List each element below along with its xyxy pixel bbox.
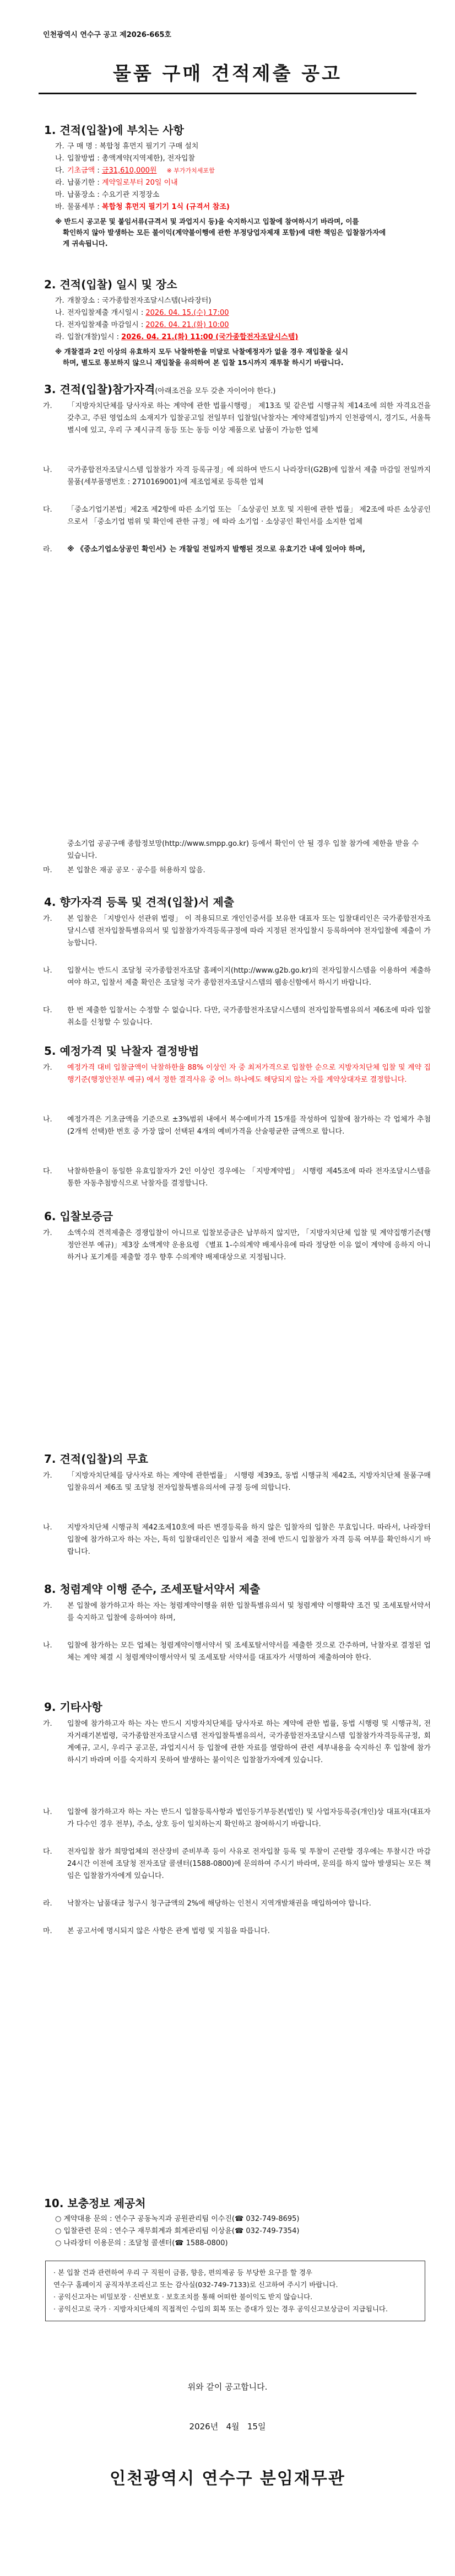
notice-number: 인천광역시 연수구 공고 제2026-665호 — [43, 31, 171, 39]
s1-item: 바. 물품세부 : 복합청 휴먼지 필기기 1식 (규격서 참조) — [55, 203, 230, 211]
s5-para: 가. 예정가격 대비 입찰금액이 낙찰하한율 88% 이상인 자 중 최저가격으로 입찰한 순으로 지방자치단체 입찰 및 계약 집행기준(행정안전부 예규) 에서 정한 결격사유 중 어느 하나에도 해당되지 않는 자를 계약상대자로 결정합니다. — [43, 1064, 431, 1084]
s9-para: 가. 입찰에 참가하고자 하는 자는 반드시 지방자치단체를 당사자로 하는 계약에 관한 법률, 동법 시행령 및 시행규칙, 전자거래기본법령, 국가종합전자조달시스템 전자입찰특별유의서, 국가종합전자조달시스템 입찰참가자격등록규정, 회계예규, 고시, 우리구 공고문, 과업지시서 등 입찰에 관한 자료를 열람하여 관련 세부내용을 숙지하신 후 입찰에 참가하시기 바라며 이를 숙지하지 못하여 발생하는 불이익은 입찰참가자에게 있습니다. — [43, 1720, 431, 1764]
s2-item: 가. 개찰장소 : 국가종합전자조달시스템(나라장터) — [55, 297, 212, 305]
contact-list — [55, 2213, 419, 2250]
section-6-heading: 6. 입찰보증금 — [44, 1210, 113, 1223]
s9-para: 라. 낙찰자는 납품대금 청구시 청구금액의 2%에 해당하는 인천시 지역개발채권을 매입하여야 합니다. — [43, 1899, 371, 1908]
title-divider — [39, 93, 416, 94]
contact-item: ○ 입찰관련 문의 : 연수구 재무회계과 회계관리팀 이상윤(☎ 032-749-7354) — [55, 2227, 300, 2235]
s1-item: 나. 입찰방법 : 총액계약(지역제한), 전자입찰 — [55, 154, 195, 163]
issuing-organization: 인천광역시 연수구 분임재무관 — [110, 2469, 345, 2488]
s2-item: 나. 전자입찰제출 개시일시 : 2026. 04. 15.(수) 17:00 — [55, 309, 229, 317]
s3-para: 라. ※ 《중소기업소상공인 확인서》는 개찰일 전일까지 발행된 것으로 유효기간 내에 있어야 하며, — [43, 545, 365, 554]
section-5-heading: 5. 예정가격 및 낙찰자 결정방법 — [44, 1044, 199, 1058]
s1-item: 가. 구 매 명 : 복합청 휴먼지 필기기 구매 설치 — [55, 142, 199, 151]
s4-para: 나. 입찰서는 반드시 조달청 국가종합전자조달 홈페이지(http://www.g2b.go.kr)의 전자입찰시스템을 이용하여 제출하여야 하고, 입찰서 제출 확인은 조달청 국가 종합전자조달시스템의 웹송신함에서 하시기 바랍니다. — [43, 967, 431, 987]
s8-para: 나. 입찰에 참가하는 모든 업체는 청렴계약이행서약서 및 조세포탈서약서를 제출한 것으로 간주하며, 낙찰자로 결정된 업체는 계약 체결 시 청렴계약이행서약서 및 조세포탈 서약서를 대표자가 서명하여 제출하여야 한다. — [43, 1641, 431, 1662]
contact-item: ○ 계약대용 문의 : 연수구 공동녹지과 공원관리팀 이수진(☎ 032-749-8695) — [55, 2215, 300, 2223]
s1-item: 마. 납품장소 : 수요기관 지정장소 — [55, 191, 160, 199]
section-2-heading: 2. 견적(입찰) 일시 및 장소 — [44, 278, 177, 291]
s7-para: 나. 지방자치단체 시행규칙 제42조제10호에 따른 변경등록을 하지 않은 입찰자의 입찰은 무효입니다. 따라서, 나라장터 입찰에 참가하고자 하는 자는, 특히 입찰대리인은 입찰서 제출 전에 반드시 입찰참가 자격 등록 여부를 확인하시기 바랍니다. — [43, 1523, 431, 1556]
closing-date: 2026년 4월 15일 — [189, 2422, 266, 2432]
section-9-heading: 9. 기타사항 — [44, 1700, 102, 1714]
s7-para: 가. 「지방자치단체를 당사자로 하는 계약에 관한법률」 시행령 제39조, 동법 시행규칙 제42조, 지방자치단체 물품구매입찰유의서 제6조 및 조달청 전자입찰특별유의서에 규정 등에 의합니다. — [43, 1472, 431, 1492]
s2-item: 다. 전자입찰제출 마감일시 : 2026. 04. 21.(화) 10:00 — [55, 321, 229, 329]
section-4-heading: 4. 향가자격 등록 및 견적(입찰)서 제출 — [44, 895, 235, 909]
page-title: 물품 구매 견적제출 공고 — [113, 63, 342, 85]
section-7-heading: 7. 견적(입찰)의 무효 — [44, 1452, 148, 1466]
s9-para: 다. 전자입찰 참가 희망업체의 전산장비 준비부족 등이 사유로 전자입찰 등록 및 투찰이 곤란할 경우에는 투찰시간 마감 24시간 이전에 조달청 전자조달 콜센터(1588-0800)에 문의하여 주시기 바라며, 문의를 하지 않아 발생되는 모든 책임은 입찰참가자에게 있습니다. — [43, 1848, 431, 1880]
s5-para: 나. 예정가격은 기초금액을 기준으로 ±3%범위 내에서 복수예비가격 15개를 작성하여 입찰에 참가하는 각 업체가 추첨(2개씩 선택)한 번호 중 가장 많이 선택된 4개의 예비가격을 산술평균한 금액으로 합니다. — [43, 1115, 431, 1136]
s4-para: 가. 본 입찰은 「지방인사 선관위 법령」 이 적용되므로 개인인증서를 보유한 대표자 또는 입찰대리인은 국가종합전자조달시스템 전자입찰특별유의서 및 입찰참가자격등록규정에 따라 지정된 전자입찰시 등록하여야 전자입찰에 제출이 가능합니다. — [43, 915, 431, 947]
contact-item: ○ 나라장터 이용문의 : 조달청 콜센터(☎ 1588-0800) — [55, 2239, 228, 2247]
s9-para: 나. 입찰에 참가하고자 하는 자는 반드시 입찰등록사항과 법인등기부등본(법인) 및 사업자등록증(개인)상 대표자(대표자가 다수인 경우 전부), 주소, 상호 등이 일치하는지 확인하고 참여하시기 바랍니다. — [43, 1808, 431, 1828]
s2-item: 라. 입찰(개찰)일시 : 2026. 04. 21.(화) 11:00 (국가종합전자조달시스템) — [55, 333, 299, 341]
s3-para: 마. 본 입찰은 재공 공모 · 공수를 허용하지 않음. — [43, 866, 205, 874]
s1-item: 다. 기초금액 : 금31,610,000원 ※ 부가가치세포함 — [55, 167, 215, 175]
section-1-heading: 1. 견적(입찰)에 부치는 사항 — [44, 124, 184, 137]
whistleblower-notice-box: · 본 입찰 건과 관련하여 우리 구 직원이 금품, 향응, 편의제공 등 부당한 요구를 할 경우 연수구 홈페이지 공직자부조리신고 또는 감사실(032-749-7133)로 신고하여 주시기 바랍니다. · 공익신고자는 비밀보장 · 신변보호 · 보호조치를 통해 어떠한 불이익도 받지 않습니다. · 공익신고로 국가 · 지방자치단체의 직접적인 수입의 회복 또는 증대가 있는 경우 공익신고보상금이 지급됩니다. — [45, 2261, 425, 2321]
s1-item: 라. 납품기한 : 계약일로부터 20일 이내 — [55, 179, 178, 187]
section-10-heading: 10. 보충정보 제공처 — [44, 2197, 146, 2210]
s5-para: 다. 낙찰하한율이 동일한 유효입찰자가 2인 이상인 경우에는 「지방계약법」 시행령 제45조에 따라 전자조달시스템을 통한 자동추첨방식으로 낙찰자를 결정합니다. — [43, 1167, 431, 1188]
s3-para: 나. 국가종합전자조달시스템 입찰참가 자격 등록규정」에 의하여 반드시 나라장터(G2B)에 입찰서 제출 마감일 전일까지 물품(세부품명번호 : 2710169001)에 제조업체로 등록한 업체 — [43, 466, 431, 486]
s3-para: 다. 「중소기업기본법」제2조 제2항에 따른 소기업 또는 「소상공인 보호 및 지원에 관한 법률」 제2조에 따른 소상공인으로서 「중소기업 범위 및 확인에 관한 규정」에 따라 소기업 · 소상공인 확인서를 소지한 업체 — [43, 506, 431, 526]
section-8-heading: 8. 청렴계약 이행 준수, 조세포탈서약서 제출 — [44, 1582, 261, 1596]
s6-para: 가. 소액수의 견적제출은 경쟁입찰이 아니므로 입찰보증금은 납부하지 않지만, 「지방자치단체 입찰 및 계약집행기준(행정안전부 예규)」제3장 소액계약 운용요령 《별표 1-수의계약 배제사유에 따라 정당한 이유 없이 계약에 응하지 아니하거나 포기계를 제출할 경우 향후 수의계약 배제대상으로 지정됩니다. — [43, 1229, 431, 1262]
s1-notice: ※ 반드시 공고문 및 붙임서류(규격서 및 과업지시 등)을 숙지하시고 입찰에 참여하시기 바라며, 이를 확인하지 않아 발생하는 모든 불이익(계약불이행에 관한 부정당업자제재 포함)에 대한 책임은 입찰참가자에 게 귀속됩니다. — [55, 217, 386, 248]
closing-text: 위와 같이 공고합니다. — [187, 2382, 268, 2392]
section-3-heading: 3. 견적(입찰)참가자격(아래조건을 모두 갖춘 자이어야 한다.) — [44, 383, 276, 396]
s8-para: 가. 본 입찰에 참가하고자 하는 자는 청렴계약이행을 위한 입찰특별유의서 및 청렴계약 이행확약 조건 및 조세포탈서약서를 숙지하고 입찰에 응하여야 하며, — [43, 1602, 431, 1622]
s2-notice: ※ 개찰결과 2인 이상의 유효하지 모두 낙찰하한율 미달로 낙찰예정자가 없을 경우 재입찰을 실시 하며, 별도로 통보하지 않으니 재입찰을 유의하여 본 입찰 15시까지 재투찰 하시기 바랍니다. — [55, 347, 348, 367]
s4-para: 다. 한 번 제출한 입찰서는 수정할 수 없습니다. 다만, 국가종합전자조달시스템의 전자입찰특별유의서 제6조에 따라 입찰취소를 신청할 수 있습니다. — [43, 1006, 431, 1027]
s3-continued: 중소기업 공공구매 종합정보망(http://www.smpp.go.kr) 등에서 확인이 안 될 경우 입찰 참가에 제한을 받을 수 있습니다. — [67, 840, 419, 860]
s9-para: 마. 본 공고서에 명시되지 않은 사항은 관계 법령 및 지침을 따릅니다. — [43, 1927, 270, 1935]
s3-para: 가. 「지방자치단체를 당사자로 하는 계약에 관한 법률시행령」 제13조 및 같은법 시행규칙 제14조에 의한 자격요건을 갖추고, 주된 영업소의 소재지가 입찰공고일 전일부터 입찰일(낙찰자는 계약체결일)까지 인천광역시, 경기도, 서울특별시에 있고, 우리 구 제시규격 동등 또는 동등 이상 제품으로 납품이 가능한 업체 — [43, 402, 431, 434]
